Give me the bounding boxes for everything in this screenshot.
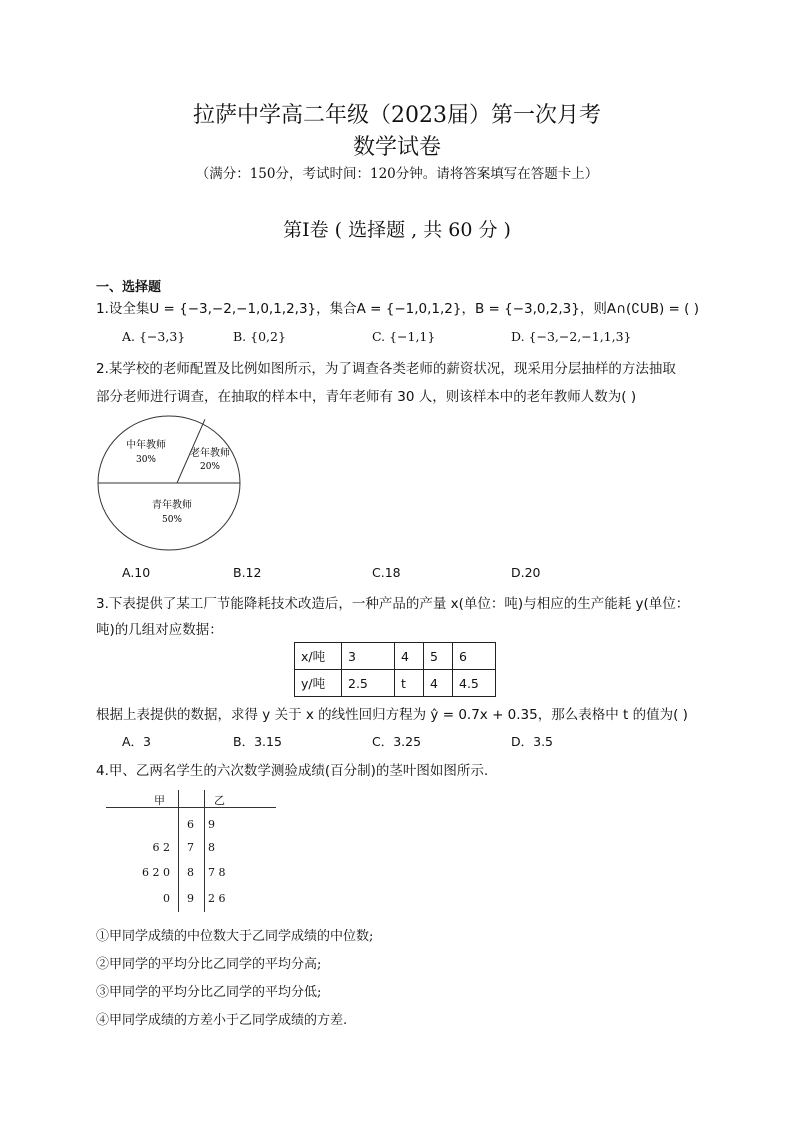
q4-statement-2: ②甲同学的平均分比乙同学的平均分高; <box>96 957 322 972</box>
pie-value-senior: 20% <box>199 462 221 472</box>
q2-option-b: B.12 <box>233 565 262 580</box>
exam-note: （满分：150分，考试时间：120分钟。请将答案填写在答题卡上） <box>195 166 599 182</box>
q3-line-2: 吨)的几组对应数据： <box>96 622 223 638</box>
q1-option-c: C. {−1,1} <box>372 329 436 344</box>
q4-statement-3: ③甲同学的平均分比乙同学的平均分低; <box>96 985 322 1000</box>
stem-leaf-header-jia: 甲 <box>154 794 165 807</box>
stem-leaf-plot <box>100 790 280 915</box>
q3-option-c: C．3.25 <box>372 734 422 749</box>
stem-leaf-stem: 6 <box>187 818 194 831</box>
table-cell: 6 <box>453 643 496 670</box>
table-cell: 2.5 <box>342 670 395 697</box>
q3-line-1: 3.下表提供了某工厂节能降耗技术改造后，一种产品的产量 x(单位：吨)与相应的生产能耗 y(单位： <box>96 596 690 612</box>
exam-title: 拉萨中学高二年级（2023届）第一次月考 <box>193 103 601 128</box>
stem-leaf-divider-left <box>178 790 179 912</box>
q2-option-a: A.10 <box>122 565 151 580</box>
q4-stem: 4.甲、乙两名学生的六次数学测验成绩(百分制)的茎叶图如图所示. <box>96 763 489 779</box>
pie-label-senior: 老年教师 <box>190 448 230 459</box>
pie-label-young: 青年教师 <box>152 500 192 511</box>
q3-option-b: B．3.15 <box>233 734 282 749</box>
stem-leaf-right-leaves: 8 <box>208 841 215 854</box>
part-title: 第Ⅰ卷 ( 选择题 , 共 60 分 ) <box>283 219 511 241</box>
q3-line-3: 根据上表提供的数据，求得 y 关于 x 的线性回归方程为 ŷ = 0.7x + 0.35，那么表格中 t 的值为( ) <box>96 707 688 723</box>
pie-chart <box>96 415 246 555</box>
pie-value-young: 50% <box>161 515 183 525</box>
q2-option-c: C.18 <box>372 565 401 580</box>
q2-line-1: 2.某学校的老师配置及比例如图所示，为了调查各类老师的薪资状况，现采用分层抽样的方法抽取 <box>96 361 676 377</box>
table-cell: y/吨 <box>295 670 342 697</box>
stem-leaf-header-line <box>106 807 276 808</box>
table-cell: 3 <box>342 643 395 670</box>
q3-option-a: A．3 <box>122 734 152 749</box>
stem-leaf-stem: 9 <box>187 892 194 905</box>
stem-leaf-left-leaves: 0 <box>163 892 170 905</box>
pie-value-middle-aged: 30% <box>135 455 157 465</box>
table-cell: 4 <box>395 643 424 670</box>
data-table <box>294 642 496 697</box>
table-row <box>295 643 496 670</box>
q1-option-d: D. {−3,−2,−1,1,3} <box>511 329 632 344</box>
stem-leaf-left-leaves: 6 2 0 <box>142 866 170 879</box>
q1-stem: 1.设全集U = {−3,−2,−1,0,1,2,3}，集合A = {−1,0,1,2}，B = {−3,0,2,3}，则A∩(∁UB) = ( ) <box>96 301 699 317</box>
stem-leaf-left-leaves: 6 2 <box>152 841 170 854</box>
q4-statement-1: ①甲同学成绩的中位数大于乙同学成绩的中位数; <box>96 929 374 944</box>
q1-option-b: B. {0,2} <box>233 329 286 344</box>
table-cell: 4 <box>424 670 453 697</box>
stem-leaf-right-leaves: 7 8 <box>208 866 226 879</box>
stem-leaf-right-leaves: 9 <box>208 818 215 831</box>
stem-leaf-header-yi: 乙 <box>214 794 225 807</box>
stem-leaf-stem: 8 <box>187 866 194 879</box>
table-cell: x/吨 <box>295 643 342 670</box>
exam-subtitle: 数学试卷 <box>352 135 441 160</box>
stem-leaf-right-leaves: 2 6 <box>208 892 226 905</box>
table-cell: t <box>395 670 424 697</box>
table-row <box>295 670 496 697</box>
q3-option-d: D．3.5 <box>511 734 554 749</box>
section-title: 一、选择题 <box>96 280 162 295</box>
q1-option-a: A. {−3,3} <box>122 329 186 344</box>
pie-label-middle-aged: 中年教师 <box>126 440 166 451</box>
q2-option-d: D.20 <box>511 565 541 580</box>
q4-statement-4: ④甲同学成绩的方差小于乙同学成绩的方差. <box>96 1013 348 1028</box>
stem-leaf-stem: 7 <box>187 841 194 854</box>
table-cell: 4.5 <box>453 670 496 697</box>
stem-leaf-divider-right <box>204 790 205 912</box>
table-cell: 5 <box>424 643 453 670</box>
q2-line-2: 部分老师进行调查，在抽取的样本中，青年老师有 30 人，则该样本中的老年教师人数为( ) <box>96 389 637 405</box>
